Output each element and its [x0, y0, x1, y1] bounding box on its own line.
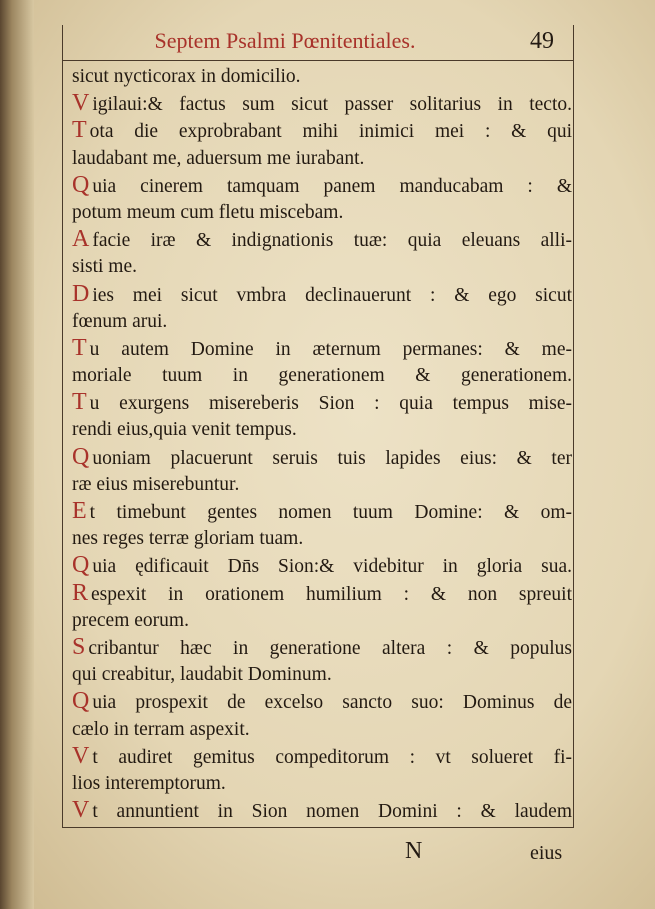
red-initial: V — [72, 90, 90, 117]
text-line — [72, 743, 572, 770]
text-line — [72, 607, 572, 634]
line-text: ræ eius miserebuntur. — [72, 473, 240, 495]
text-line — [72, 226, 572, 253]
text-line — [72, 770, 572, 797]
red-initial: Q — [72, 552, 90, 579]
text-line — [72, 552, 572, 579]
psalm-text — [72, 63, 572, 824]
text-line — [72, 688, 572, 715]
line-text: u autem Domine in æternum permanes: & me- — [89, 338, 572, 360]
binding-gutter — [0, 0, 34, 909]
running-head: Septem Psalmi Pœnitentiales. — [154, 28, 416, 53]
line-text: sisti me. — [72, 256, 138, 278]
text-line — [72, 90, 572, 117]
red-initial: E — [72, 498, 87, 524]
signature-mark: N — [405, 838, 423, 864]
text-line — [72, 63, 572, 90]
line-text: t audiret gemitus compeditorum : vt solueret fi- — [92, 746, 572, 768]
line-text: u exurgens misereberis Sion : quia tempus mise- — [89, 393, 572, 415]
red-initial: S — [72, 633, 86, 660]
header-rule — [62, 60, 574, 61]
line-text: uia prospexit de excelso sancto suo: Dominus de — [92, 692, 572, 714]
line-text: qui creabitur, laudabit Dominum. — [72, 664, 332, 686]
red-initial: R — [72, 579, 89, 606]
line-text: uoniam placuerunt seruis tuis lapides eius: & ter — [92, 447, 572, 469]
line-text: precem eorum. — [72, 609, 189, 631]
line-text: laudabant me, aduersum me iurabant. — [72, 147, 365, 169]
line-text: igilaui:& factus sum sicut passer solitarius in tecto. — [92, 94, 572, 116]
red-initial: V — [72, 797, 90, 824]
line-text: sicut nycticorax in domicilio. — [72, 66, 301, 87]
text-line — [72, 389, 572, 416]
line-text: espexit in orationem humilium : & non spreuit — [91, 583, 572, 605]
text-line — [72, 580, 572, 607]
text-line — [72, 117, 572, 144]
line-text: facie iræ & indignationis tuæ: quia eleuans alli- — [92, 230, 572, 252]
page-number: 49 — [530, 28, 554, 54]
red-initial: V — [72, 742, 90, 769]
line-text: potum meum cum fletu miscebam. — [72, 201, 344, 223]
red-initial: T — [72, 334, 87, 361]
catchword: eius — [530, 842, 563, 864]
text-line — [72, 199, 572, 226]
text-line — [72, 172, 572, 199]
text-line — [72, 661, 572, 688]
line-text: uia ędificauit Dn̄s Sion:& videbitur in gloria sua. — [92, 556, 572, 578]
text-line — [72, 471, 572, 498]
text-line — [72, 444, 572, 471]
text-line — [72, 308, 572, 335]
red-initial: Q — [72, 443, 90, 470]
text-line — [72, 145, 572, 172]
line-text: moriale tuum in generationem & generationem. — [72, 365, 572, 387]
text-line — [72, 362, 572, 389]
line-text: fœnum arui. — [72, 310, 168, 332]
text-line — [72, 253, 572, 280]
text-line — [72, 281, 572, 308]
line-text: lios interemptorum. — [72, 772, 226, 794]
red-initial: D — [72, 280, 90, 307]
line-text: uia cinerem tamquam panem manducabam : & — [92, 175, 572, 197]
text-line — [72, 498, 572, 525]
line-text: t annuntient in Sion nomen Domini : & laudem — [92, 801, 572, 823]
text-line — [72, 416, 572, 443]
line-text: nes reges terræ gloriam tuam. — [72, 528, 304, 550]
line-text: cribantur hæc in generatione altera : & populus — [88, 637, 572, 659]
red-initial: T — [72, 389, 87, 416]
red-initial: Q — [72, 688, 90, 715]
text-line — [72, 634, 572, 661]
red-initial: Q — [72, 171, 90, 198]
red-initial: T — [72, 117, 87, 144]
line-text: cælo in terram aspexit. — [72, 718, 250, 740]
text-line — [72, 525, 572, 552]
text-line — [72, 797, 572, 824]
line-text: rendi eius,quia venit tempus. — [72, 419, 297, 441]
red-initial: A — [72, 226, 90, 253]
text-line — [72, 716, 572, 743]
line-text: ota die exprobrabant mihi inimici mei : & qui — [89, 121, 572, 143]
line-text: t timebunt gentes nomen tuum Domine: & om- — [89, 502, 572, 523]
line-text: ies mei sicut vmbra declinauerunt : & ego sicut — [92, 284, 572, 306]
text-line — [72, 335, 572, 362]
